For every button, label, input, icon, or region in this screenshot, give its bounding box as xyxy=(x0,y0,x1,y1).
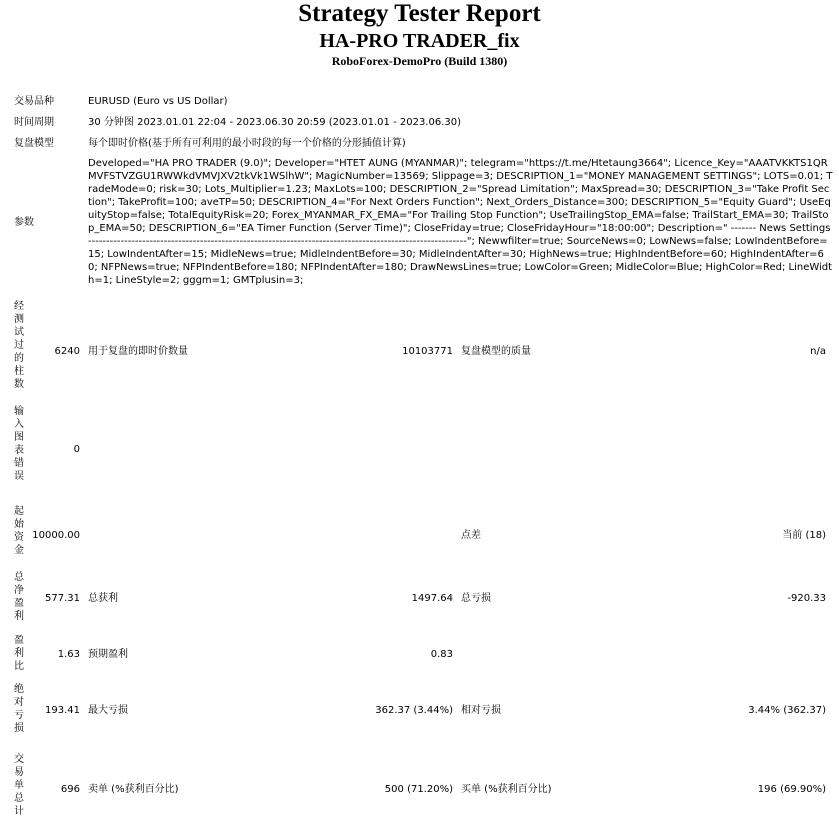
stat-value-total-trades: 696 xyxy=(60,784,80,795)
stat-c3-value-spread: 当前 (18) xyxy=(782,530,826,541)
stat-c2-value-short: 500 (71.20%) xyxy=(384,784,453,795)
stat-c3-label-long: 买单 (%获利百分比) xyxy=(461,784,552,795)
stat-c2-value-expected: 0.83 xyxy=(430,649,453,660)
params-value: Developed="HA PRO TRADER (9.0)"; Developer="HTET AUNG (MYANMAR)"; telegram="https://t.me/Htetaung3664"; Licence_Key="AAATVKKTS1QRMVFSTVZGU1RWWkdVMVJXV2tkVk1WSlhW"; MagicNumber=13569; Slippage=3; DESCRIPTION_1="MONEY MANAGEMENT SETTINGS"; LOTS=0.01; TradeMode=0; risk=30; Lots_Multiplier=1.23; MaxLots=100; DESCRIPTION_2="Spread Limitation"; MaxSpread=30; DESCRIPTION_3="Take Profit Section"; TakeProfit=100; aveTP=50; DESCRIPTION_4="For Next Orders Function"; Next_Orders_Distance=300; DESCRIPTION_5="Equity Guard"; UseEquityStop=false; TotalEquityRisk=20; Forex_MYANMAR_FX_EMA="For Trailing Stop Function"; UseTrailingStop_EMA=false; TrailStart_EMA=30; TrailStop_EMA=50; DESCRIPTION_6="EA Timer Function (Server Time)"; CloseFriday=true; CloseFridayHour="18:00:00"; Description=" ------- News Settings ---------------------------------------------------------------------------------------------------------"; Newwfilter=true; SourceNews=0; LowNews=false; LowIndentBefore=15; LowIndentAfter=15; MidleNews=true; MidleIndentBefore=30; MidleIndentAfter=30; HighNews=true; HighIndentBefore=60; HighIndentAfter=60; NFPNews=true; NFPIndentBefore=180; NFPIndentAfter=180; DrawNewsLines=true; LowColor=Green; MidleColor=Blue; HighColor=Red; LineWidth=1; LineStyle=2; gggm=1; GMTplusin=3; xyxy=(88,158,834,286)
stat-c2-label-gross-profit: 总获利 xyxy=(88,593,118,604)
stat-c2-label-ticks: 用于复盘的即时价数量 xyxy=(88,346,188,357)
period-label: 时间周期 xyxy=(14,117,54,128)
server-build: RoboForex-DemoPro (Build 1380) xyxy=(331,54,508,68)
ea-name: HA-PRO TRADER_fix xyxy=(319,30,520,52)
stat-c3-label-quality: 复盘模型的质量 xyxy=(461,346,531,357)
stat-label-total-trades: 交易单总计 xyxy=(14,754,24,817)
stat-label-net-profit: 总净盈利 xyxy=(14,572,24,622)
stat-value-deposit: 10000.00 xyxy=(32,530,80,541)
stat-c3-value-rel-drawdown: 3.44% (362.37) xyxy=(748,705,826,716)
stat-label-abs-drawdown: 绝对亏损 xyxy=(14,684,24,734)
stat-value-bars: 6240 xyxy=(54,346,80,357)
stat-c2-label-short: 卖单 (%获利百分比) xyxy=(88,784,179,795)
symbol-value: EURUSD (Euro vs US Dollar) xyxy=(88,96,228,107)
stat-c3-label-rel-drawdown: 相对亏损 xyxy=(461,705,501,716)
stat-c2-label-max-drawdown: 最大亏损 xyxy=(88,705,128,716)
symbol-label: 交易品种 xyxy=(14,96,54,107)
stat-c2-value-max-drawdown: 362.37 (3.44%) xyxy=(375,705,453,716)
stat-c3-label-gross-loss: 总亏损 xyxy=(461,593,491,604)
stat-value-abs-drawdown: 193.41 xyxy=(45,705,80,716)
stat-label-errors: 输入图表错误 xyxy=(14,406,24,482)
stat-label-profit-factor: 盈利比 xyxy=(14,635,24,672)
stat-c2-value-ticks: 10103771 xyxy=(402,346,453,357)
stat-c2-label-expected: 预期盈利 xyxy=(88,649,128,660)
stat-c3-value-quality: n/a xyxy=(810,346,826,357)
stat-c2-value-gross-profit: 1497.64 xyxy=(411,593,453,604)
stat-c3-value-gross-loss: -920.33 xyxy=(787,593,826,604)
params-label: 参数 xyxy=(14,217,34,228)
model-value: 每个即时价格(基于所有可利用的最小时段的每一个价格的分形插值计算) xyxy=(88,138,406,149)
stat-c3-label-spread: 点差 xyxy=(461,530,481,541)
report-title: Strategy Tester Report xyxy=(298,0,541,27)
stat-label-deposit: 起始资金 xyxy=(14,506,24,556)
model-label: 复盘模型 xyxy=(14,138,54,149)
period-value: 30 分钟图 2023.01.01 22:04 - 2023.06.30 20:59 (2023.01.01 - 2023.06.30) xyxy=(88,117,462,128)
stat-value-net-profit: 577.31 xyxy=(45,593,80,604)
stat-value-profit-factor: 1.63 xyxy=(57,649,80,660)
stat-c3-value-long: 196 (69.90%) xyxy=(757,784,826,795)
stat-label-bars: 经测试过的柱数 xyxy=(14,301,24,390)
stat-value-errors: 0 xyxy=(73,444,80,455)
